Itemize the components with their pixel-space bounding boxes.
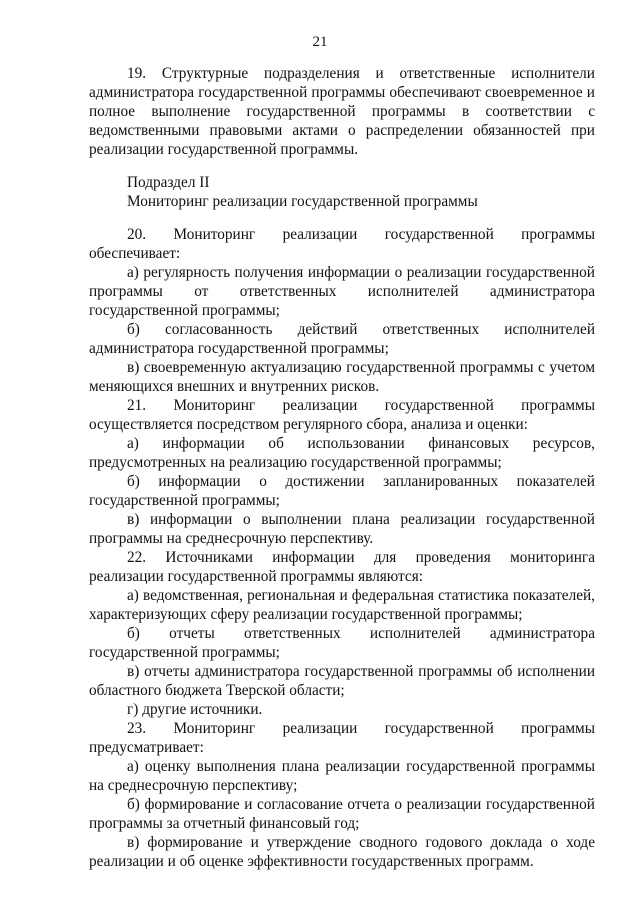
list-item: б) отчеты ответственных исполнителей администратора государственной программы; [89, 625, 595, 661]
paragraph-20: 20. Мониторинг реализации государственной программы обеспечивает: [89, 226, 595, 262]
list-item: в) информации о выполнении плана реализации государственной программы на среднесрочную перспективу. [89, 511, 595, 547]
paragraph-22: 22. Источниками информации для проведения мониторинга реализации государственной программы являются: [89, 549, 595, 585]
list-item: в) своевременную актуализацию государственной программы с учетом меняющихся внешних и внутренних рисков. [89, 359, 595, 395]
paragraph-23: 23. Мониторинг реализации государственной программы предусматривает: [89, 720, 595, 756]
list-item: а) ведомственная, региональная и федеральная статистика показателей, характеризующих сферу реализации государственной программы; [89, 587, 595, 623]
list-item: а) оценку выполнения плана реализации государственной программы на среднесрочную перспективу; [89, 758, 595, 794]
page-number: 21 [312, 34, 328, 50]
list-item: б) согласованность действий ответственных исполнителей администратора государственной программы; [89, 321, 595, 357]
list-item: в) формирование и утверждение сводного годового доклада о ходе реализации и об оценке эффективности государственных программ. [89, 834, 595, 870]
subsection-title: Мониторинг реализации государственной программы [127, 193, 478, 210]
subsection-label: Подраздел II [127, 174, 210, 191]
document-body [89, 64, 595, 871]
list-item: г) другие источники. [127, 701, 263, 718]
list-item: а) регулярность получения информации о реализации государственной программы от ответственных исполнителей администратора государственной программы; [89, 264, 595, 319]
list-item: б) формирование и согласование отчета о реализации государственной программы за отчетный финансовый год; [89, 796, 595, 832]
list-item: а) информации об использовании финансовых ресурсов, предусмотренных на реализацию государственной программы; [89, 435, 595, 471]
paragraph-21: 21. Мониторинг реализации государственной программы осуществляется посредством регулярного сбора, анализа и оценки: [89, 397, 595, 433]
paragraph-19: 19. Структурные подразделения и ответственные исполнители администратора государственной программы обеспечивают своевременное и полное выполнение государственной программы в соответствии с ведомственными правовыми актами о распределении обязанностей при реализации государственной программы. [89, 65, 595, 158]
list-item: в) отчеты администратора государственной программы об исполнении областного бюджета Тверской области; [89, 663, 595, 699]
list-item: б) информации о достижении запланированных показателей государственной программы; [89, 473, 595, 509]
